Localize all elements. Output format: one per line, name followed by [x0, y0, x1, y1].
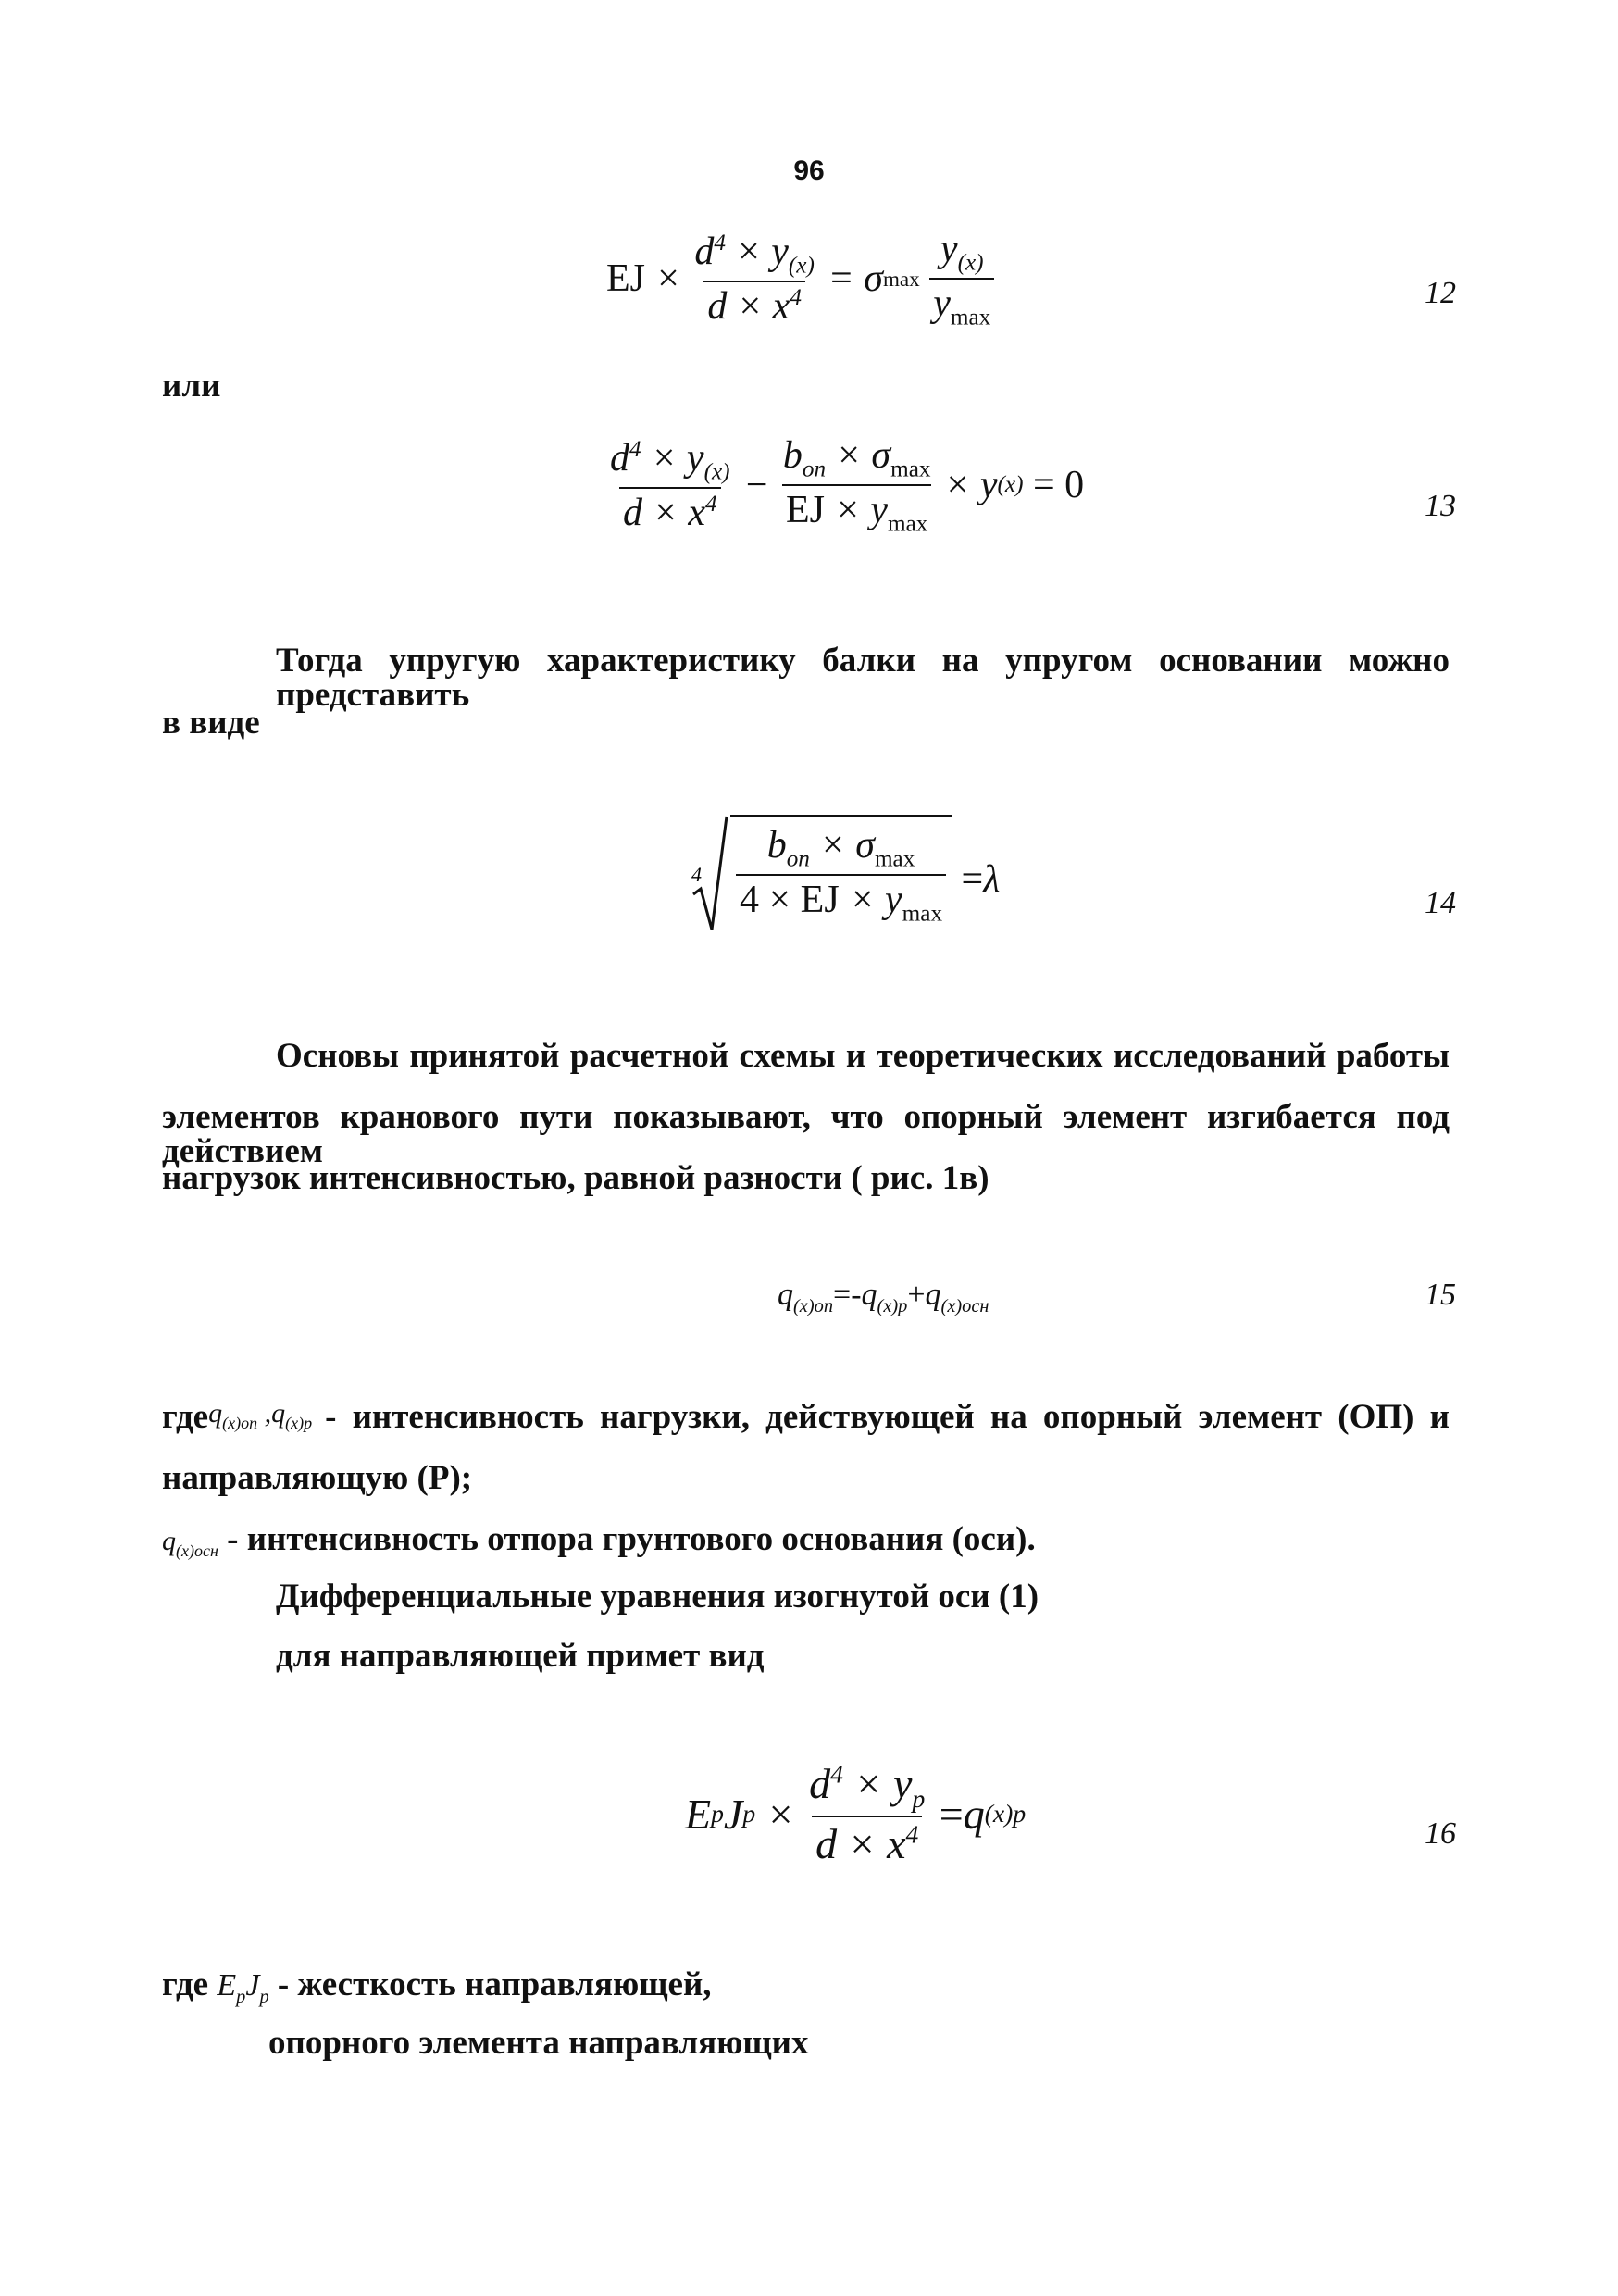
equation-number-12: 12: [1425, 276, 1456, 310]
paragraph-line: нагрузок интенсивностью, равной разности ( рис. 1в): [162, 1159, 989, 1197]
equation-13: $\frac{d^4 \times y_{(x)}}{d \times x^4}$ − $\frac{b_{on} \times \sigma_{max}}{EJ \times y_{max}}$ × y (x) = 0: [610, 434, 1085, 537]
paragraph-line: направляющую (Р);: [162, 1459, 473, 1497]
paragraph-line: Основы принятой расчетной схемы и теоретических исследований работы: [276, 1037, 1450, 1075]
paragraph-line: Дифференциальные уравнения изогнутой оси (1): [276, 1578, 1039, 1616]
paragraph-line: [162, 1400, 1450, 1434]
paragraph-line: элементов кранового пути показывают, что опорный элемент изгибается под действием: [162, 1098, 1450, 1170]
equation-12: EJ × $\frac{d^4 \times y_{(x)}}{d \times x^4}$ = σ max $\frac{y_{(x)}}{y_{max}}$: [606, 227, 994, 331]
equation-number-13: 13: [1425, 489, 1456, 523]
word-gde: где: [162, 1398, 209, 1436]
inline-math: $q_{(x)осн}$: [162, 1526, 218, 1560]
inline-math: $E_pJ_p$: [217, 1968, 269, 2007]
paragraph-line: в виде: [162, 704, 260, 742]
equation-16: E p J p × $\frac{d^4 \times y_p}{d \times x^4}$ = q (x)p: [685, 1759, 1027, 1868]
paragraph-text: - интенсивность нагрузки, действующей на опорный элемент (ОП) и: [325, 1398, 1450, 1436]
paragraph-line: Тогда упругую характеристику балки на упругом основании можно представить: [276, 642, 1450, 714]
equation-number-15: 15: [1425, 1278, 1456, 1312]
page-number: 96: [793, 156, 825, 186]
paragraph-text: - жесткость направляющей,: [277, 1965, 712, 2003]
equation-14: 4 $\frac{b_{on} \times \sigma_{max}}{4 \times EJ \times y_{max}}$ = λ: [690, 815, 1000, 943]
svg-text:4: 4: [691, 863, 702, 886]
equation-number-16: 16: [1425, 1816, 1456, 1851]
paragraph-line: [162, 1967, 712, 2006]
paragraph-line: для направляющей примет вид: [276, 1637, 765, 1675]
paragraph-line: опорного элемента направляющих: [268, 2024, 809, 2062]
equation-15: $q_{(x)оп}=-q_{(x)р}+q_{(x)осн}$: [778, 1278, 989, 1316]
inline-math: $q_{(x)оп}$ $,q_{(x)р}$: [208, 1398, 313, 1432]
word-gde: где: [162, 1965, 209, 2003]
paragraph-line: [162, 1522, 1036, 1559]
paragraph-text: - интенсивность отпора грунтового основания (оси).: [227, 1520, 1036, 1558]
equation-number-14: 14: [1425, 886, 1456, 920]
radical-sign: [690, 815, 730, 943]
word-ili: или: [162, 367, 221, 405]
